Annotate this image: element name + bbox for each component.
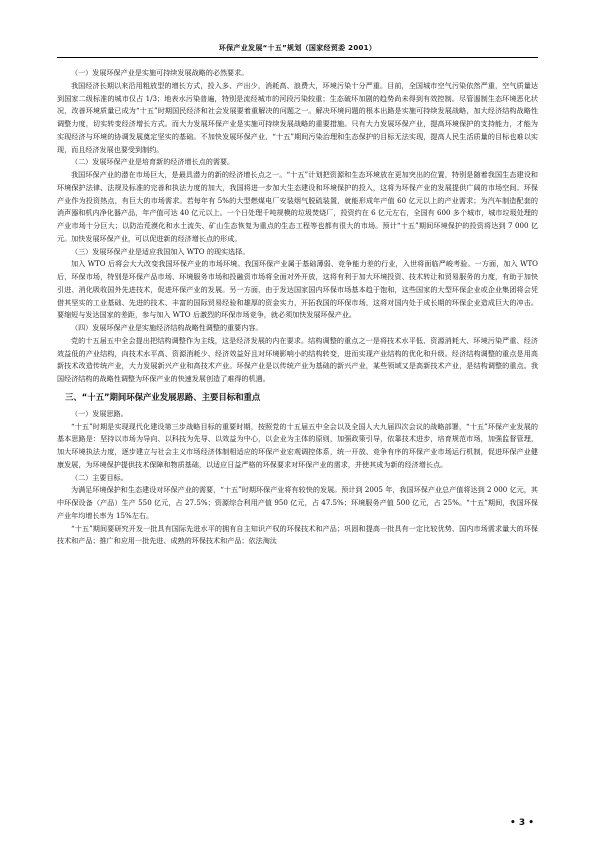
goals-heading: （二）主要目标。 xyxy=(71,472,128,482)
ideas-heading: （一）发展思路。 xyxy=(71,408,128,418)
section-3-paragraph: 加入 WTO 后将会大大改变我国环保产业的市场环境。我国环保产业属于基础薄弱、竞争能力差的行业，入世将面临严峻考验。一方面，加入 WTO 后，环保市场，特别是环保产品市场、环境服务市场和投融资市场将全面对外开放，这将有利于加大环境投资、技术转让和贸易服务的力度，有助于加快引进、消化吸收国外先进技术，促进环保产业的发展。另一方面，由于发达国家国内环保市场基本趋于饱和，这些国家的大型环保企业或企业集团将会凭借其坚实的工业基础、先进的技术、丰富的国际贸易经验和雄厚的资金实力，开拓我国的环保市场，这将对国内处于成长期的环保企业造成巨大的冲击。要缩短与发达国家的差距，参与加入 WTO 后激烈的环保市场竞争，就必须加快发展环保产业。 xyxy=(57,259,538,320)
goals-paragraph-2: “十五”期间要研究开发一批具有国际先进水平的拥有自主知识产权的环保技术和产品；巩固和提高一批具有一定比较优势、国内市场需求量大的环保技术和产品；推广和应用一批先进、成熟的环保技术和产品；依法淘汰 xyxy=(57,523,538,546)
part-3-heading: 三、“十五”期间环保产业发展思路、主要目标和重点 xyxy=(65,391,261,402)
ideas-paragraph: “十五”时期是实现现代化建设第三步战略目标的重要时期，按照党的十五届五中全会以及全国人大九届四次会议的战略部署，“十五”环保产业发展的基本思路是：坚持以市场为导向、以科技为先导、以效益为中心，以企业为主体的原则，加强政策引导，依靠技术进步，培育规范市场，加强监督管理，加大环境执法力度，逐步建立与社会主义市场经济体制相适应的环保产业宏观调控体系，统一开放、竞争有序的环保产业市场运行机制，促进环保产业健康发展，为环境保护提供技术保障和物质基础，以适应日益严格的环保要求对环保产业的需求，并使其成为新的经济增长点。 xyxy=(57,421,538,469)
section-4-paragraph: 党的十五届五中全会提出把结构调整作为主线，这是经济发展的内在要求。结构调整的重点之一是将技术水平低、资源消耗大、环境污染严重、经济效益低的产业结构，向技术水平高、资源消耗少、经济效益好且对环境影响小的结构转变，进而实现产业结构的优化和升级。经济结构调整的重点是用高新技术改造传统产业，大力发展新兴产业和高技术产业。环保产业是以传统产业为基础的新兴产业，某些领域又是高新技术产业，是结构调整的重点。我国经济结构的战略性调整为环保产业的快速发展创造了难得的机遇。 xyxy=(57,335,538,383)
goals-paragraph-1: 为满足环境保护和生态建设对环保产业的需要，“十五”时期环保产业将有较快的发展。预计到 2005 年，我国环保产业总产值将达到 2 000 亿元，其中环保设备（产品）生产 550 亿元，占 27.5%；资源综合利用产值 950 亿元，占 47.5%；环境服务产值 500 亿元，占 25%。“十五”期间，我国环保产业年均增长率为 15%左右。 xyxy=(57,485,538,520)
section-1-paragraph: 我国经济长期以来沿用粗放型的增长方式，投入多、产出少，消耗高、浪费大，环境污染十分严重。目前，全国城市空气污染依然严重，空气质量达到国家二级标准的城市仅占 1/3；地表水污染普遍，特别是流经城市的河段污染较重；生态破坏加剧的趋势尚未得到有效控制。尽管遏制生态环境恶化状况，改善环境质量已成为“十五”时期国民经济和社会发展要着重解决的问题之一。解决环境问题的根本出路是实施可持续发展战略，加大经济结构战略性调整力度，切实转变经济增长方式。而大力发展环保产业是实施可持续发展战略的重要措施。只有大力发展环保产业，提高环境保护的支持能力，才能为实现经济与环境的协调发展奠定坚实的基础。不加快发展环保产业，“十五”期间污染治理和生态保护的目标无法实现，提高人民生活质量的目标也难以实现，而且经济发展也要受到制约。 xyxy=(57,80,538,154)
section-4-heading: （四）发展环保产业是实施经济结构战略性调整的重要内容。 xyxy=(71,323,263,332)
section-2-heading: （二）发展环保产业是培育新的经济增长点的需要。 xyxy=(71,157,235,167)
section-1-heading: （一）发展环保产业是实施可持续发展战略的必然要求。 xyxy=(71,68,249,77)
section-3-heading: （三）发展环保产业是适应我国加入 WTO 的现实选择。 xyxy=(71,246,250,256)
document-body xyxy=(57,67,538,548)
section-2-paragraph: 我国环保产业的潜在市场巨大，是最具潜力的新的经济增长点之一。“十五”计划把资源和生态环境放在更加突出的位置，特别是随着我国生态建设和环境保护法律、法规及标准的完善和执法力度的加大，我国将进一步加大生态建设和环境保护的投入，这将为环保产业的发展提供广阔的市场空间。环保产业作为投资热点，有巨大的市场需求。若每年有 5%的大型燃煤电厂安装烟气脱硫装置，就能形成年产值 60 亿元以上的产业需求；为汽车制造配套的消声器和机内净化器产品，年产值可达 40 亿元以上。一个日处理千吨规模的垃圾焚烧厂，投资约在 6 亿元左右，全国有 600 多个城市，城市垃圾处理的产业市场十分巨大；以防治荒漠化和水土流失、矿山生态恢复为重点的生态工程等也都有很大的市场。预计“十五”期间环境保护的投资将达到 7 000 亿元。加快发展环保产业，可以促进新的经济增长点的形成。 xyxy=(57,170,538,243)
page-number: • 3 • xyxy=(510,818,535,828)
running-header: 环保产业发展“十五”规划（国家经贸委 2001） xyxy=(57,43,538,58)
